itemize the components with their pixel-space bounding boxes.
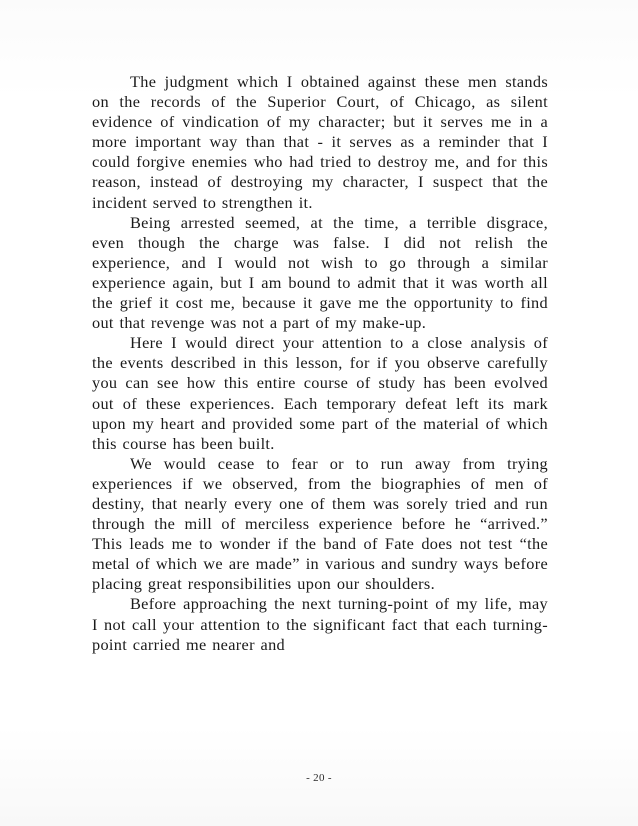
paragraph-analysis: Here I would direct your attention to a close analysis of the events described in this lesson, for if you observe carefully you can see how this entire course of study has been evolved out of these experiences. Each temporary defeat left its mark upon my heart and provided some part of the material of which this course has been built. (92, 333, 548, 453)
paragraph-arrest: Being arrested seemed, at the time, a terrible disgrace, even though the charge was false. I did not relish the experience, and I would not wish to go through a similar experience again, but I am bound to admit that it was worth all the grief it cost me, because it gave me the opportunity to find out that revenge was not a part of my make-up. (92, 212, 548, 333)
page-number: - 20 - (306, 772, 332, 784)
paragraph-turning-point: Before approaching the next turning-point of my life, may I not call your attention to the significant fact that each turning-point carried me nearer and (92, 594, 548, 654)
body-text (92, 72, 548, 655)
paragraph-fear: We would cease to fear or to run away from trying experiences if we observed, from the biographies of men of destiny, that nearly every one of them was sorely tried and run through the mill of merciless experience before he “arrived.” This leads me to wonder if the band of Fate does not test “the metal of which we are made” in various and sundry ways before placing great responsibilities upon our shoulders. (92, 453, 548, 594)
paragraph-judgment: The judgment which I obtained against these men stands on the records of the Superior Court, of Chicago, as silent evidence of vindication of my character; but it serves me in a more important way than that - it serves as a reminder that I could forgive enemies who had tried to destroy me, and for this reason, instead of destroying my character, I suspect that the incident served to strengthen it. (92, 72, 548, 212)
